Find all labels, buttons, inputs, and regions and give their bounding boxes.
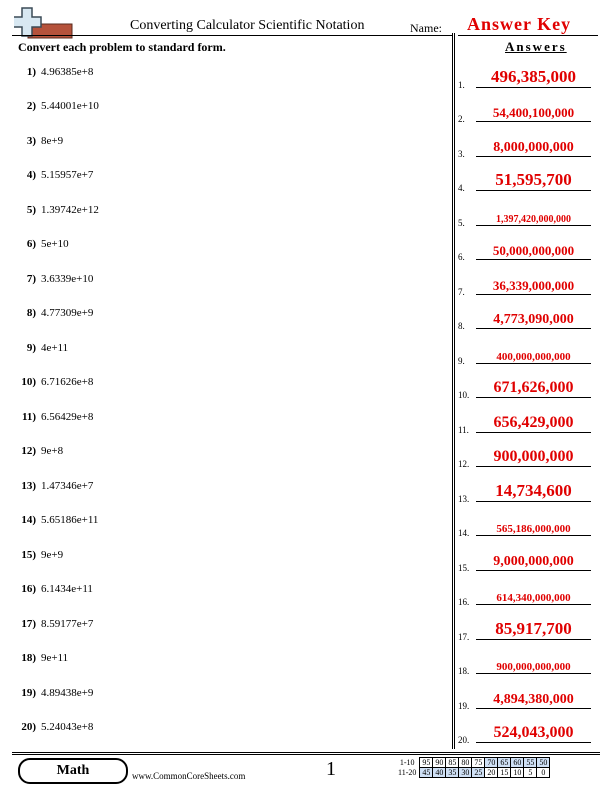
answer-item bbox=[458, 275, 591, 297]
answer-number: 6. bbox=[458, 252, 465, 262]
score-row-label: 11-20 bbox=[398, 768, 417, 777]
answer-line bbox=[476, 570, 591, 571]
answer-value: 400,000,000,000 bbox=[496, 351, 571, 363]
problem-item bbox=[18, 687, 93, 705]
answer-value: 14,734,600 bbox=[495, 481, 572, 500]
problem-item bbox=[18, 549, 63, 567]
problem-text: 4.96385e+8 bbox=[41, 66, 94, 78]
score-cell: 65 bbox=[498, 758, 511, 768]
answer-number: 13. bbox=[458, 494, 470, 504]
answer-line bbox=[476, 501, 591, 502]
answer-item bbox=[458, 378, 591, 400]
answer-number: 9. bbox=[458, 356, 465, 366]
answer-line bbox=[476, 639, 591, 640]
problem-item bbox=[18, 514, 98, 532]
answer-number: 15. bbox=[458, 563, 470, 573]
score-cell: 35 bbox=[446, 768, 459, 778]
subject-badge: Math bbox=[18, 758, 128, 784]
problem-text: 1.39742e+12 bbox=[41, 204, 99, 216]
score-cell: 20 bbox=[485, 768, 498, 778]
answer-number: 1. bbox=[458, 80, 465, 90]
answer-item bbox=[458, 240, 591, 262]
answer-item bbox=[458, 551, 591, 573]
problem-number: 12) bbox=[21, 445, 36, 457]
answer-value: 50,000,000,000 bbox=[492, 243, 575, 258]
answer-line bbox=[476, 121, 591, 122]
answer-item bbox=[458, 171, 591, 193]
score-cell: 75 bbox=[472, 758, 485, 768]
problem-text: 9e+9 bbox=[41, 549, 64, 561]
problem-item bbox=[18, 307, 93, 325]
problem-item bbox=[18, 169, 93, 187]
answer-line bbox=[476, 466, 591, 467]
problem-text: 4.77309e+9 bbox=[41, 307, 94, 319]
answer-item bbox=[458, 137, 591, 159]
problem-number: 13) bbox=[21, 480, 36, 492]
answer-line bbox=[476, 432, 591, 433]
problem-item bbox=[18, 652, 68, 670]
problem-text: 5.24043e+8 bbox=[41, 721, 94, 733]
score-cell: 40 bbox=[433, 768, 446, 778]
score-cell: 25 bbox=[472, 768, 485, 778]
problem-number: 18) bbox=[21, 652, 36, 664]
answer-item bbox=[458, 447, 591, 469]
score-table bbox=[398, 757, 550, 778]
problem-text: 4.89438e+9 bbox=[41, 687, 94, 699]
problem-item bbox=[18, 411, 93, 429]
answer-value: 4,773,090,000 bbox=[493, 312, 574, 327]
answer-number: 3. bbox=[458, 149, 465, 159]
worksheet-title: Converting Calculator Scientific Notation bbox=[130, 18, 365, 33]
answer-value: 614,340,000,000 bbox=[496, 592, 571, 604]
answer-number: 7. bbox=[458, 287, 465, 297]
answer-number: 11. bbox=[458, 425, 469, 435]
answer-number: 16. bbox=[458, 597, 470, 607]
problem-item bbox=[18, 204, 99, 222]
answer-item bbox=[458, 689, 591, 711]
score-cell: 45 bbox=[420, 768, 433, 778]
header-divider bbox=[12, 35, 452, 36]
answer-line bbox=[476, 225, 591, 226]
answer-value: 656,429,000 bbox=[493, 414, 574, 431]
problem-item bbox=[18, 583, 93, 601]
problem-number: 5) bbox=[26, 204, 36, 216]
problem-number: 15) bbox=[21, 549, 36, 561]
score-cell: 30 bbox=[459, 768, 472, 778]
problem-number: 11) bbox=[21, 411, 36, 423]
score-cell: 90 bbox=[433, 758, 446, 768]
answer-value: 54,400,100,000 bbox=[492, 105, 575, 120]
answer-value: 8,000,000,000 bbox=[493, 140, 574, 155]
problem-number: 17) bbox=[21, 618, 36, 630]
answer-number: 10. bbox=[458, 390, 470, 400]
answer-line bbox=[476, 363, 591, 364]
answer-value: 496,385,000 bbox=[491, 67, 576, 86]
score-cell: 5 bbox=[524, 768, 537, 778]
problem-number: 4) bbox=[26, 169, 36, 181]
answer-item bbox=[458, 344, 591, 366]
problem-number: 19) bbox=[21, 687, 36, 699]
problem-text: 8e+9 bbox=[41, 135, 64, 147]
score-cell: 80 bbox=[459, 758, 472, 768]
score-cell: 10 bbox=[511, 768, 524, 778]
problem-item bbox=[18, 238, 69, 256]
problem-number: 10) bbox=[21, 376, 36, 388]
problem-text: 8.59177e+7 bbox=[41, 618, 94, 630]
problem-number: 9) bbox=[26, 342, 36, 354]
score-cell: 85 bbox=[446, 758, 459, 768]
answer-number: 14. bbox=[458, 528, 470, 538]
answer-number: 18. bbox=[458, 666, 470, 676]
answer-item bbox=[458, 585, 591, 607]
problem-text: 9e+11 bbox=[41, 652, 69, 664]
answer-number: 8. bbox=[458, 321, 465, 331]
problem-number: 7) bbox=[26, 273, 36, 285]
answer-line bbox=[476, 259, 591, 260]
problem-number: 20) bbox=[21, 721, 36, 733]
answer-value: 85,917,700 bbox=[495, 619, 572, 638]
answer-value: 565,186,000,000 bbox=[496, 523, 571, 535]
answer-item bbox=[458, 102, 591, 124]
answer-number: 4. bbox=[458, 183, 465, 193]
problem-text: 9e+8 bbox=[41, 445, 64, 457]
problem-text: 5.65186e+11 bbox=[41, 514, 99, 526]
problem-item bbox=[18, 376, 93, 394]
problem-item bbox=[18, 342, 68, 360]
problem-text: 3.6339e+10 bbox=[41, 273, 94, 285]
answer-item bbox=[458, 654, 591, 676]
answer-item bbox=[458, 620, 591, 642]
answer-line bbox=[476, 708, 591, 709]
problem-text: 5e+10 bbox=[41, 238, 69, 250]
name-value: Answer Key bbox=[467, 14, 572, 34]
answer-value: 4,894,380,000 bbox=[493, 692, 574, 707]
score-cell: 70 bbox=[485, 758, 498, 768]
score-cell: 15 bbox=[498, 768, 511, 778]
score-cell: 55 bbox=[524, 758, 537, 768]
answer-number: 5. bbox=[458, 218, 465, 228]
answer-line bbox=[476, 190, 591, 191]
answer-line bbox=[476, 604, 591, 605]
score-cell: 95 bbox=[420, 758, 433, 768]
answer-number: 17. bbox=[458, 632, 470, 642]
answer-value: 671,626,000 bbox=[493, 379, 574, 396]
name-label: Name: bbox=[410, 21, 442, 35]
score-cell: 50 bbox=[537, 758, 550, 768]
problem-text: 6.1434e+11 bbox=[41, 583, 93, 595]
problem-text: 5.44001e+10 bbox=[41, 100, 99, 112]
problem-item bbox=[18, 273, 93, 291]
problem-text: 5.15957e+7 bbox=[41, 169, 94, 181]
answer-item bbox=[458, 413, 591, 435]
problem-item bbox=[18, 618, 93, 636]
problem-item bbox=[18, 66, 93, 84]
problem-text: 1.47346e+7 bbox=[41, 480, 94, 492]
score-row bbox=[398, 758, 550, 768]
answer-value: 524,043,000 bbox=[493, 724, 574, 741]
answer-line bbox=[476, 87, 591, 88]
score-row-label: 1-10 bbox=[399, 758, 415, 767]
problem-number: 14) bbox=[21, 514, 36, 526]
problem-item bbox=[18, 135, 63, 153]
answer-number: 20. bbox=[458, 735, 470, 745]
answer-line bbox=[476, 294, 591, 295]
answer-value: 9,000,000,000 bbox=[493, 554, 574, 569]
answer-item bbox=[458, 723, 591, 745]
answers-heading: Answers bbox=[505, 39, 567, 54]
problem-text: 4e+11 bbox=[41, 342, 69, 354]
problem-item bbox=[18, 100, 99, 118]
problem-number: 8) bbox=[26, 307, 36, 319]
problem-number: 3) bbox=[26, 135, 36, 147]
answer-line bbox=[476, 535, 591, 536]
answer-line bbox=[476, 673, 591, 674]
answer-line bbox=[476, 742, 591, 743]
problem-text: 6.71626e+8 bbox=[41, 376, 94, 388]
problem-number: 16) bbox=[21, 583, 36, 595]
problem-number: 2) bbox=[26, 100, 36, 112]
problem-number: 1) bbox=[26, 66, 36, 78]
answer-line bbox=[476, 328, 591, 329]
problem-item bbox=[18, 721, 93, 739]
problem-item bbox=[18, 445, 63, 463]
answer-item bbox=[458, 68, 591, 90]
answer-number: 2. bbox=[458, 114, 465, 124]
score-cell: 60 bbox=[511, 758, 524, 768]
answer-value: 51,595,700 bbox=[495, 170, 572, 189]
answer-item bbox=[458, 482, 591, 504]
answer-value: 900,000,000 bbox=[493, 448, 574, 465]
instructions: Convert each problem to standard form. bbox=[18, 40, 226, 54]
answer-line bbox=[476, 156, 591, 157]
page-number: 1 bbox=[326, 758, 336, 780]
answer-item bbox=[458, 309, 591, 331]
footer-divider bbox=[12, 752, 600, 755]
answer-number: 19. bbox=[458, 701, 470, 711]
problem-number: 6) bbox=[26, 238, 36, 250]
score-cell: 0 bbox=[537, 768, 550, 778]
site-url: www.CommonCoreSheets.com bbox=[132, 771, 246, 781]
answer-item bbox=[458, 206, 591, 228]
problem-item bbox=[18, 480, 93, 498]
answer-line bbox=[476, 397, 591, 398]
answer-value: 900,000,000,000 bbox=[496, 661, 571, 673]
answer-value: 1,397,420,000,000 bbox=[496, 214, 571, 225]
problem-text: 6.56429e+8 bbox=[41, 411, 94, 423]
answer-value: 36,339,000,000 bbox=[492, 278, 575, 293]
answer-item bbox=[458, 516, 591, 538]
score-row bbox=[398, 768, 550, 778]
answer-number: 12. bbox=[458, 459, 470, 469]
